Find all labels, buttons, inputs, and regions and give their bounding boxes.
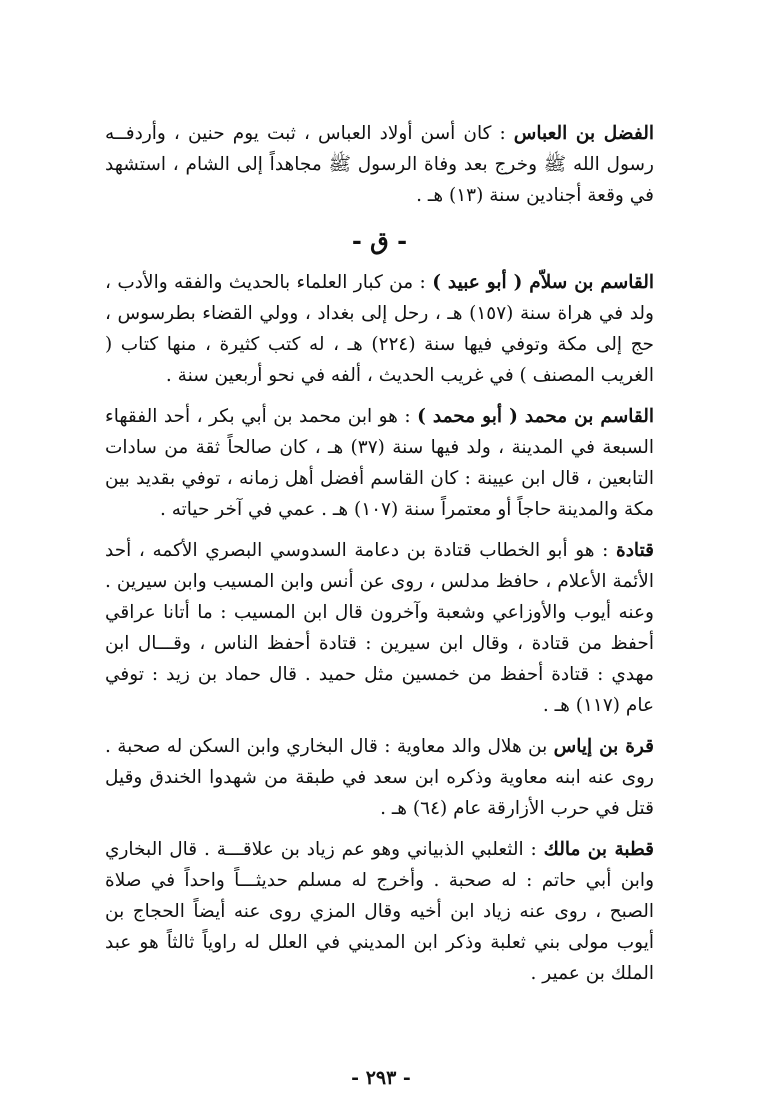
entry-heading: القاسم بن محمد ( أبو محمد ) <box>417 406 655 427</box>
entry-heading: القاسم بن سلاّم ( أبو عبيد ) <box>432 272 654 293</box>
entry-heading: قتادة <box>616 540 654 561</box>
entry-heading: قطبة بن مالك <box>543 839 654 860</box>
section-heading-qaf: - ق - <box>351 226 408 255</box>
entry-text: : الثعلبي الذبياني وهو عم زياد بن علاقـــة . قال البخاري وابن أبي حاتم : له صحبة . وأخرج له مسلم حديثـــاً واحداً في صلاة الصبح ، روى عنه زياد ابن أخيه وقال المزي روى عنه أيضاً الحجاج بن أيوب مولى بني ثعلبة وذكر ابن المديني في العلل له راوياً ثالثاً هو عبد الملك بن عمير . <box>105 839 654 984</box>
entry-qutba-ibn-malik <box>105 834 654 989</box>
entry-qasim-ibn-muhammad <box>105 401 654 525</box>
entry-heading: الفضل بن العباس <box>513 123 654 144</box>
entry-qurra-ibn-iyas <box>105 731 654 824</box>
entry-text: : هو أبو الخطاب قتادة بن دعامة السدوسي البصري الأكمه ، أحد الأئمة الأعلام ، حافظ مدلس ، روى عن أنس وابن المسيب وابن سيرين . وعنه أيوب والأوزاعي وشعبة وآخرون قال ابن المسيب : ما أتانا عراقي أحفظ من قتادة ، وقال ابن سيرين : قتادة أحفظ الناس ، وقـــال ابن مهدي : قتادة أحفظ من خمسين مثل حميد . قال حماد بن زيد : توفي عام (١١٧) هـ . <box>105 540 654 716</box>
entry-heading: قرة بن إياس <box>553 736 654 757</box>
entry-text: : هو ابن محمد بن أبي بكر ، أحد الفقهاء السبعة في المدينة ، ولد فيها سنة (٣٧) هـ ، كان صالحاً ثقة من سادات التابعين ، قال ابن عيينة : كان القاسم أفضل أهل زمانه ، توفي بقديد بين مكة والمدينة حاجاً أو معتمراً سنة (١٠٧) هـ . عمي في آخر حياته . <box>105 406 654 520</box>
entry-qasim-ibn-sallam <box>105 267 654 391</box>
entry-text: بن هلال والد معاوية : قال البخاري وابن السكن له صحبة . روى عنه ابنه معاوية وذكره ابن سعد في طبقة من شهدوا الخندق وقيل قتل في حرب الأزارقة عام (٦٤) هـ . <box>105 736 654 819</box>
entry-qatada <box>105 535 654 721</box>
entry-text: : كان أسن أولاد العباس ، ثبت يوم حنين ، وأردفــه رسول الله ﷺ وخرج بعد وفاة الرسول ﷺ مجاهداً إلى الشام ، استشهد في وقعة أجنادين سنة (١٣) هـ . <box>105 123 654 206</box>
entry-fadl-ibn-abbas <box>105 118 654 211</box>
entry-text: : من كبار العلماء بالحديث والفقه والأدب ، ولد في هراة سنة (١٥٧) هـ ، رحل إلى بغداد ، وولي القضاء بطرسوس ، حج إلى مكة وتوفي فيها سنة (٢٢٤) هـ ، له كتب كثيرة ، منها كتاب ( الغريب المصنف ) في غريب الحديث ، ألفه في نحو أربعين سنة . <box>105 272 654 386</box>
page-number: - ٢٩٣ - <box>351 1067 411 1089</box>
page-content <box>105 118 654 999</box>
